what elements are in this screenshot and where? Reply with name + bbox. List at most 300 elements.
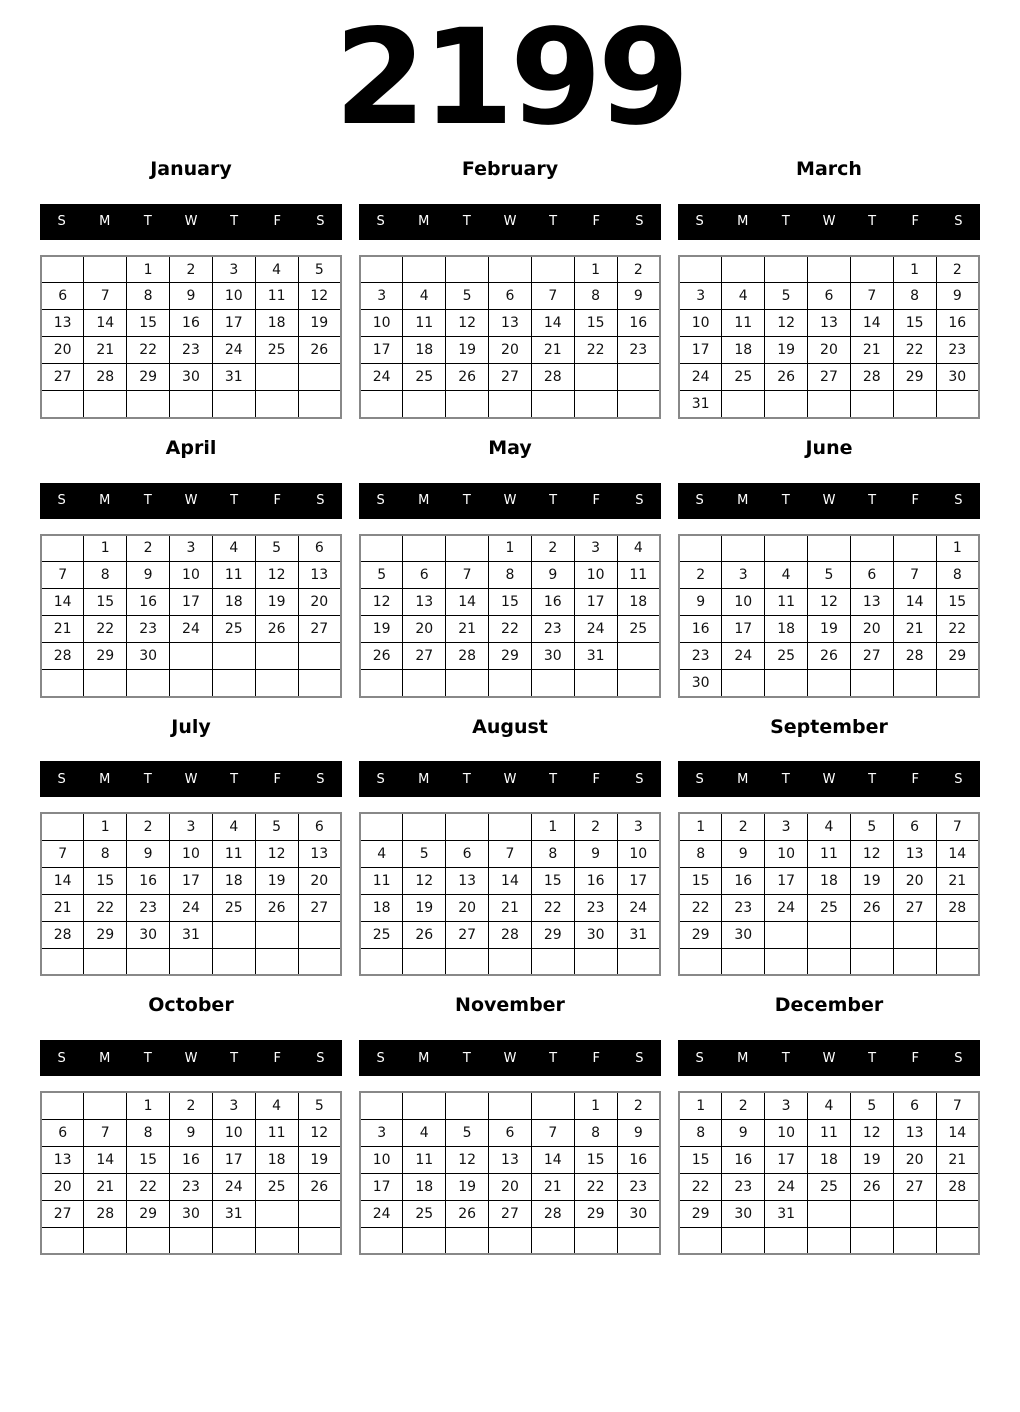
week-row [360, 948, 660, 975]
date-cell: 24 [360, 1200, 403, 1227]
empty-date-cell [298, 921, 341, 948]
date-cell: 8 [679, 1119, 722, 1146]
date-grid [678, 534, 980, 698]
date-cell: 19 [298, 1146, 341, 1173]
day-header-cell: S [376, 493, 385, 509]
date-cell: 18 [255, 310, 298, 337]
date-cell: 3 [679, 283, 722, 310]
empty-date-cell [403, 670, 446, 697]
date-cell: 23 [574, 894, 617, 921]
date-cell: 17 [170, 867, 213, 894]
date-cell: 18 [360, 894, 403, 921]
empty-date-cell [298, 670, 341, 697]
date-cell: 31 [212, 364, 255, 391]
date-cell: 5 [765, 283, 808, 310]
date-cell: 11 [360, 867, 403, 894]
day-header-cell: T [230, 1050, 239, 1066]
empty-date-cell [679, 948, 722, 975]
day-header-cell: T [868, 214, 877, 230]
week-row [360, 1173, 660, 1200]
date-cell: 3 [360, 283, 403, 310]
date-cell: 2 [531, 535, 574, 562]
day-header-cell: T [462, 214, 471, 230]
empty-date-cell [722, 535, 765, 562]
empty-date-cell [298, 391, 341, 418]
date-cell: 19 [765, 337, 808, 364]
date-cell: 28 [41, 643, 84, 670]
empty-date-cell [489, 1092, 532, 1119]
month-november [359, 994, 661, 1255]
empty-date-cell [298, 364, 341, 391]
week-row [41, 921, 341, 948]
empty-date-cell [722, 391, 765, 418]
empty-date-cell [722, 256, 765, 283]
week-row [41, 391, 341, 418]
date-cell: 6 [808, 283, 851, 310]
date-cell: 17 [360, 337, 403, 364]
date-cell: 1 [489, 535, 532, 562]
empty-date-cell [255, 1227, 298, 1254]
empty-date-cell [808, 256, 851, 283]
date-cell: 22 [127, 337, 170, 364]
date-cell: 25 [617, 616, 660, 643]
empty-date-cell [446, 1227, 489, 1254]
date-cell: 20 [298, 867, 341, 894]
date-cell: 11 [212, 840, 255, 867]
date-cell: 8 [679, 840, 722, 867]
day-header-cell: S [635, 1050, 644, 1066]
month-name: June [805, 436, 853, 459]
year-title: 2199 [334, 1, 686, 155]
empty-date-cell [765, 670, 808, 697]
date-cell: 1 [127, 256, 170, 283]
week-row [41, 337, 341, 364]
empty-date-cell [850, 391, 893, 418]
day-header-cell: T [143, 493, 152, 509]
date-cell: 18 [617, 589, 660, 616]
empty-date-cell [360, 813, 403, 840]
date-cell: 9 [617, 283, 660, 310]
date-cell: 3 [765, 1092, 808, 1119]
empty-date-cell [298, 1200, 341, 1227]
month-name: December [774, 994, 884, 1017]
date-cell: 5 [255, 535, 298, 562]
date-cell: 2 [936, 256, 979, 283]
date-cell: 29 [574, 1200, 617, 1227]
date-cell: 11 [722, 310, 765, 337]
date-cell: 15 [531, 867, 574, 894]
empty-date-cell [808, 921, 851, 948]
date-cell: 11 [765, 589, 808, 616]
week-row [41, 643, 341, 670]
date-cell: 15 [489, 589, 532, 616]
date-cell: 24 [765, 894, 808, 921]
week-row [360, 283, 660, 310]
date-cell: 14 [489, 867, 532, 894]
date-cell: 6 [850, 562, 893, 589]
date-cell: 18 [765, 616, 808, 643]
week-row [41, 1092, 341, 1119]
day-header-cell: T [230, 214, 239, 230]
date-cell: 8 [574, 1119, 617, 1146]
week-row [360, 921, 660, 948]
date-cell: 4 [255, 256, 298, 283]
empty-date-cell [893, 670, 936, 697]
day-header-cell: W [184, 1050, 198, 1066]
date-cell: 14 [84, 1146, 127, 1173]
empty-date-cell [360, 1092, 403, 1119]
date-cell: 18 [403, 1173, 446, 1200]
week-row [41, 1200, 341, 1227]
empty-date-cell [850, 535, 893, 562]
date-cell: 1 [574, 256, 617, 283]
date-cell: 26 [446, 364, 489, 391]
month-july [40, 716, 342, 977]
date-cell: 31 [170, 921, 213, 948]
week-row [360, 1200, 660, 1227]
day-header-cell: T [781, 1050, 790, 1066]
date-cell: 10 [360, 310, 403, 337]
date-cell: 8 [574, 283, 617, 310]
empty-date-cell [679, 535, 722, 562]
date-cell: 2 [722, 813, 765, 840]
empty-date-cell [936, 1200, 979, 1227]
date-cell: 24 [722, 643, 765, 670]
empty-date-cell [936, 1227, 979, 1254]
date-cell: 7 [489, 840, 532, 867]
date-cell: 29 [936, 643, 979, 670]
date-cell: 17 [679, 337, 722, 364]
date-cell: 27 [403, 643, 446, 670]
empty-date-cell [41, 948, 84, 975]
day-header-cell: F [273, 771, 282, 787]
date-cell: 29 [679, 1200, 722, 1227]
empty-date-cell [446, 1092, 489, 1119]
date-cell: 2 [127, 535, 170, 562]
empty-date-cell [850, 921, 893, 948]
date-cell: 4 [808, 813, 851, 840]
date-cell: 12 [808, 589, 851, 616]
date-cell: 21 [84, 337, 127, 364]
date-cell: 20 [298, 589, 341, 616]
week-row [679, 643, 979, 670]
date-cell: 20 [446, 894, 489, 921]
date-cell: 11 [255, 283, 298, 310]
date-cell: 25 [403, 1200, 446, 1227]
day-header-cell: S [57, 771, 66, 787]
date-cell: 7 [84, 1119, 127, 1146]
date-cell: 30 [722, 1200, 765, 1227]
empty-date-cell [574, 670, 617, 697]
week-row [360, 1146, 660, 1173]
week-row [41, 364, 341, 391]
empty-date-cell [765, 391, 808, 418]
date-cell: 5 [360, 562, 403, 589]
date-cell: 5 [446, 283, 489, 310]
date-cell: 22 [489, 616, 532, 643]
empty-date-cell [212, 1227, 255, 1254]
date-cell: 4 [212, 535, 255, 562]
day-header-row [359, 483, 661, 519]
day-header-cell: F [592, 493, 601, 509]
date-cell: 15 [84, 589, 127, 616]
date-cell: 23 [722, 1173, 765, 1200]
empty-date-cell [403, 813, 446, 840]
date-cell: 24 [617, 894, 660, 921]
week-row [679, 535, 979, 562]
date-cell: 16 [679, 616, 722, 643]
week-row [41, 948, 341, 975]
month-october [40, 994, 342, 1255]
date-cell: 20 [41, 337, 84, 364]
week-row [360, 616, 660, 643]
empty-date-cell [170, 948, 213, 975]
day-header-row [40, 1040, 342, 1076]
week-row [41, 283, 341, 310]
date-cell: 4 [617, 535, 660, 562]
date-cell: 6 [41, 283, 84, 310]
empty-date-cell [531, 670, 574, 697]
date-cell: 1 [84, 813, 127, 840]
date-cell: 6 [893, 813, 936, 840]
date-cell: 13 [446, 867, 489, 894]
empty-date-cell [212, 391, 255, 418]
week-row [679, 391, 979, 418]
date-cell: 4 [403, 283, 446, 310]
empty-date-cell [360, 535, 403, 562]
empty-date-cell [212, 643, 255, 670]
date-cell: 7 [936, 1092, 979, 1119]
day-header-cell: T [230, 493, 239, 509]
empty-date-cell [255, 921, 298, 948]
empty-date-cell [489, 670, 532, 697]
date-cell: 23 [170, 337, 213, 364]
empty-date-cell [531, 1227, 574, 1254]
empty-date-cell [617, 670, 660, 697]
day-header-cell: S [695, 493, 704, 509]
date-cell: 31 [617, 921, 660, 948]
week-row [41, 867, 341, 894]
date-cell: 11 [255, 1119, 298, 1146]
date-cell: 18 [403, 337, 446, 364]
day-header-cell: T [549, 214, 558, 230]
date-cell: 1 [127, 1092, 170, 1119]
date-cell: 1 [679, 1092, 722, 1119]
date-cell: 15 [574, 310, 617, 337]
day-header-cell: T [868, 771, 877, 787]
week-row [679, 840, 979, 867]
empty-date-cell [850, 948, 893, 975]
date-cell: 5 [850, 813, 893, 840]
day-header-cell: T [549, 771, 558, 787]
empty-date-cell [574, 364, 617, 391]
date-cell: 16 [617, 310, 660, 337]
day-header-cell: S [57, 493, 66, 509]
date-cell: 28 [936, 894, 979, 921]
week-row [679, 310, 979, 337]
date-cell: 16 [574, 867, 617, 894]
date-cell: 21 [489, 894, 532, 921]
date-cell: 30 [574, 921, 617, 948]
day-header-cell: W [184, 214, 198, 230]
day-header-row [359, 761, 661, 797]
month-january [40, 158, 342, 419]
date-cell: 12 [403, 867, 446, 894]
week-row [679, 813, 979, 840]
empty-date-cell [298, 643, 341, 670]
empty-date-cell [403, 1227, 446, 1254]
date-cell: 12 [765, 310, 808, 337]
date-cell: 29 [84, 921, 127, 948]
day-header-cell: F [911, 214, 920, 230]
month-name: October [148, 994, 234, 1017]
date-cell: 9 [170, 1119, 213, 1146]
day-header-cell: T [781, 493, 790, 509]
date-cell: 18 [212, 867, 255, 894]
date-cell: 22 [574, 337, 617, 364]
week-row [360, 867, 660, 894]
day-header-row [40, 483, 342, 519]
date-cell: 1 [84, 535, 127, 562]
week-row [360, 589, 660, 616]
date-cell: 24 [170, 894, 213, 921]
day-header-cell: M [418, 214, 430, 230]
day-header-cell: F [911, 493, 920, 509]
empty-date-cell [936, 391, 979, 418]
date-cell: 7 [531, 283, 574, 310]
empty-date-cell [489, 1227, 532, 1254]
date-cell: 23 [127, 894, 170, 921]
empty-date-cell [212, 670, 255, 697]
date-cell: 26 [298, 1173, 341, 1200]
week-row [360, 562, 660, 589]
day-header-cell: W [822, 771, 836, 787]
empty-date-cell [489, 813, 532, 840]
empty-date-cell [170, 391, 213, 418]
date-cell: 15 [127, 310, 170, 337]
date-cell: 16 [722, 1146, 765, 1173]
date-cell: 27 [489, 364, 532, 391]
day-header-cell: T [549, 493, 558, 509]
date-cell: 14 [531, 310, 574, 337]
empty-date-cell [722, 670, 765, 697]
date-cell: 16 [127, 867, 170, 894]
date-cell: 27 [41, 364, 84, 391]
empty-date-cell [403, 948, 446, 975]
day-header-cell: M [99, 771, 111, 787]
date-cell: 11 [403, 1146, 446, 1173]
date-cell: 24 [360, 364, 403, 391]
day-header-cell: W [503, 214, 517, 230]
week-row [360, 643, 660, 670]
date-cell: 19 [850, 1146, 893, 1173]
empty-date-cell [489, 948, 532, 975]
day-header-cell: F [273, 214, 282, 230]
date-cell: 30 [170, 364, 213, 391]
date-cell: 7 [893, 562, 936, 589]
week-row [41, 840, 341, 867]
day-header-cell: S [57, 1050, 66, 1066]
week-row [679, 894, 979, 921]
date-cell: 17 [765, 867, 808, 894]
empty-date-cell [403, 391, 446, 418]
date-cell: 27 [446, 921, 489, 948]
date-cell: 26 [298, 337, 341, 364]
day-header-row [678, 1040, 980, 1076]
day-header-cell: W [503, 771, 517, 787]
date-cell: 22 [679, 894, 722, 921]
date-grid [359, 534, 661, 698]
date-cell: 21 [446, 616, 489, 643]
date-cell: 19 [255, 867, 298, 894]
week-row [360, 1092, 660, 1119]
date-cell: 12 [298, 1119, 341, 1146]
empty-date-cell [255, 364, 298, 391]
date-cell: 27 [850, 643, 893, 670]
date-cell: 23 [617, 337, 660, 364]
month-august [359, 716, 661, 977]
empty-date-cell [893, 391, 936, 418]
date-cell: 10 [212, 1119, 255, 1146]
date-cell: 14 [84, 310, 127, 337]
date-cell: 1 [679, 813, 722, 840]
date-cell: 15 [574, 1146, 617, 1173]
date-cell: 24 [170, 616, 213, 643]
date-cell: 7 [446, 562, 489, 589]
date-cell: 26 [255, 616, 298, 643]
date-cell: 10 [617, 840, 660, 867]
date-cell: 8 [531, 840, 574, 867]
date-cell: 4 [212, 813, 255, 840]
empty-date-cell [255, 643, 298, 670]
date-cell: 30 [679, 670, 722, 697]
date-cell: 13 [489, 1146, 532, 1173]
week-row [679, 364, 979, 391]
week-row [679, 616, 979, 643]
day-header-cell: T [868, 493, 877, 509]
day-header-cell: S [954, 1050, 963, 1066]
date-cell: 2 [679, 562, 722, 589]
week-row [679, 256, 979, 283]
week-row [41, 310, 341, 337]
date-cell: 13 [41, 310, 84, 337]
week-row [41, 562, 341, 589]
empty-date-cell [893, 1200, 936, 1227]
empty-date-cell [850, 1227, 893, 1254]
empty-date-cell [446, 391, 489, 418]
date-cell: 21 [936, 867, 979, 894]
date-cell: 2 [617, 1092, 660, 1119]
date-cell: 4 [403, 1119, 446, 1146]
date-cell: 25 [255, 1173, 298, 1200]
date-cell: 9 [170, 283, 213, 310]
empty-date-cell [531, 256, 574, 283]
day-header-cell: T [868, 1050, 877, 1066]
date-cell: 11 [617, 562, 660, 589]
empty-date-cell [446, 535, 489, 562]
date-cell: 5 [255, 813, 298, 840]
date-cell: 18 [212, 589, 255, 616]
empty-date-cell [531, 1092, 574, 1119]
month-name: March [796, 158, 862, 180]
empty-date-cell [531, 391, 574, 418]
date-cell: 24 [212, 1173, 255, 1200]
week-row [679, 670, 979, 697]
empty-date-cell [403, 1092, 446, 1119]
date-cell: 30 [531, 643, 574, 670]
date-cell: 5 [446, 1119, 489, 1146]
day-header-cell: S [316, 771, 325, 787]
